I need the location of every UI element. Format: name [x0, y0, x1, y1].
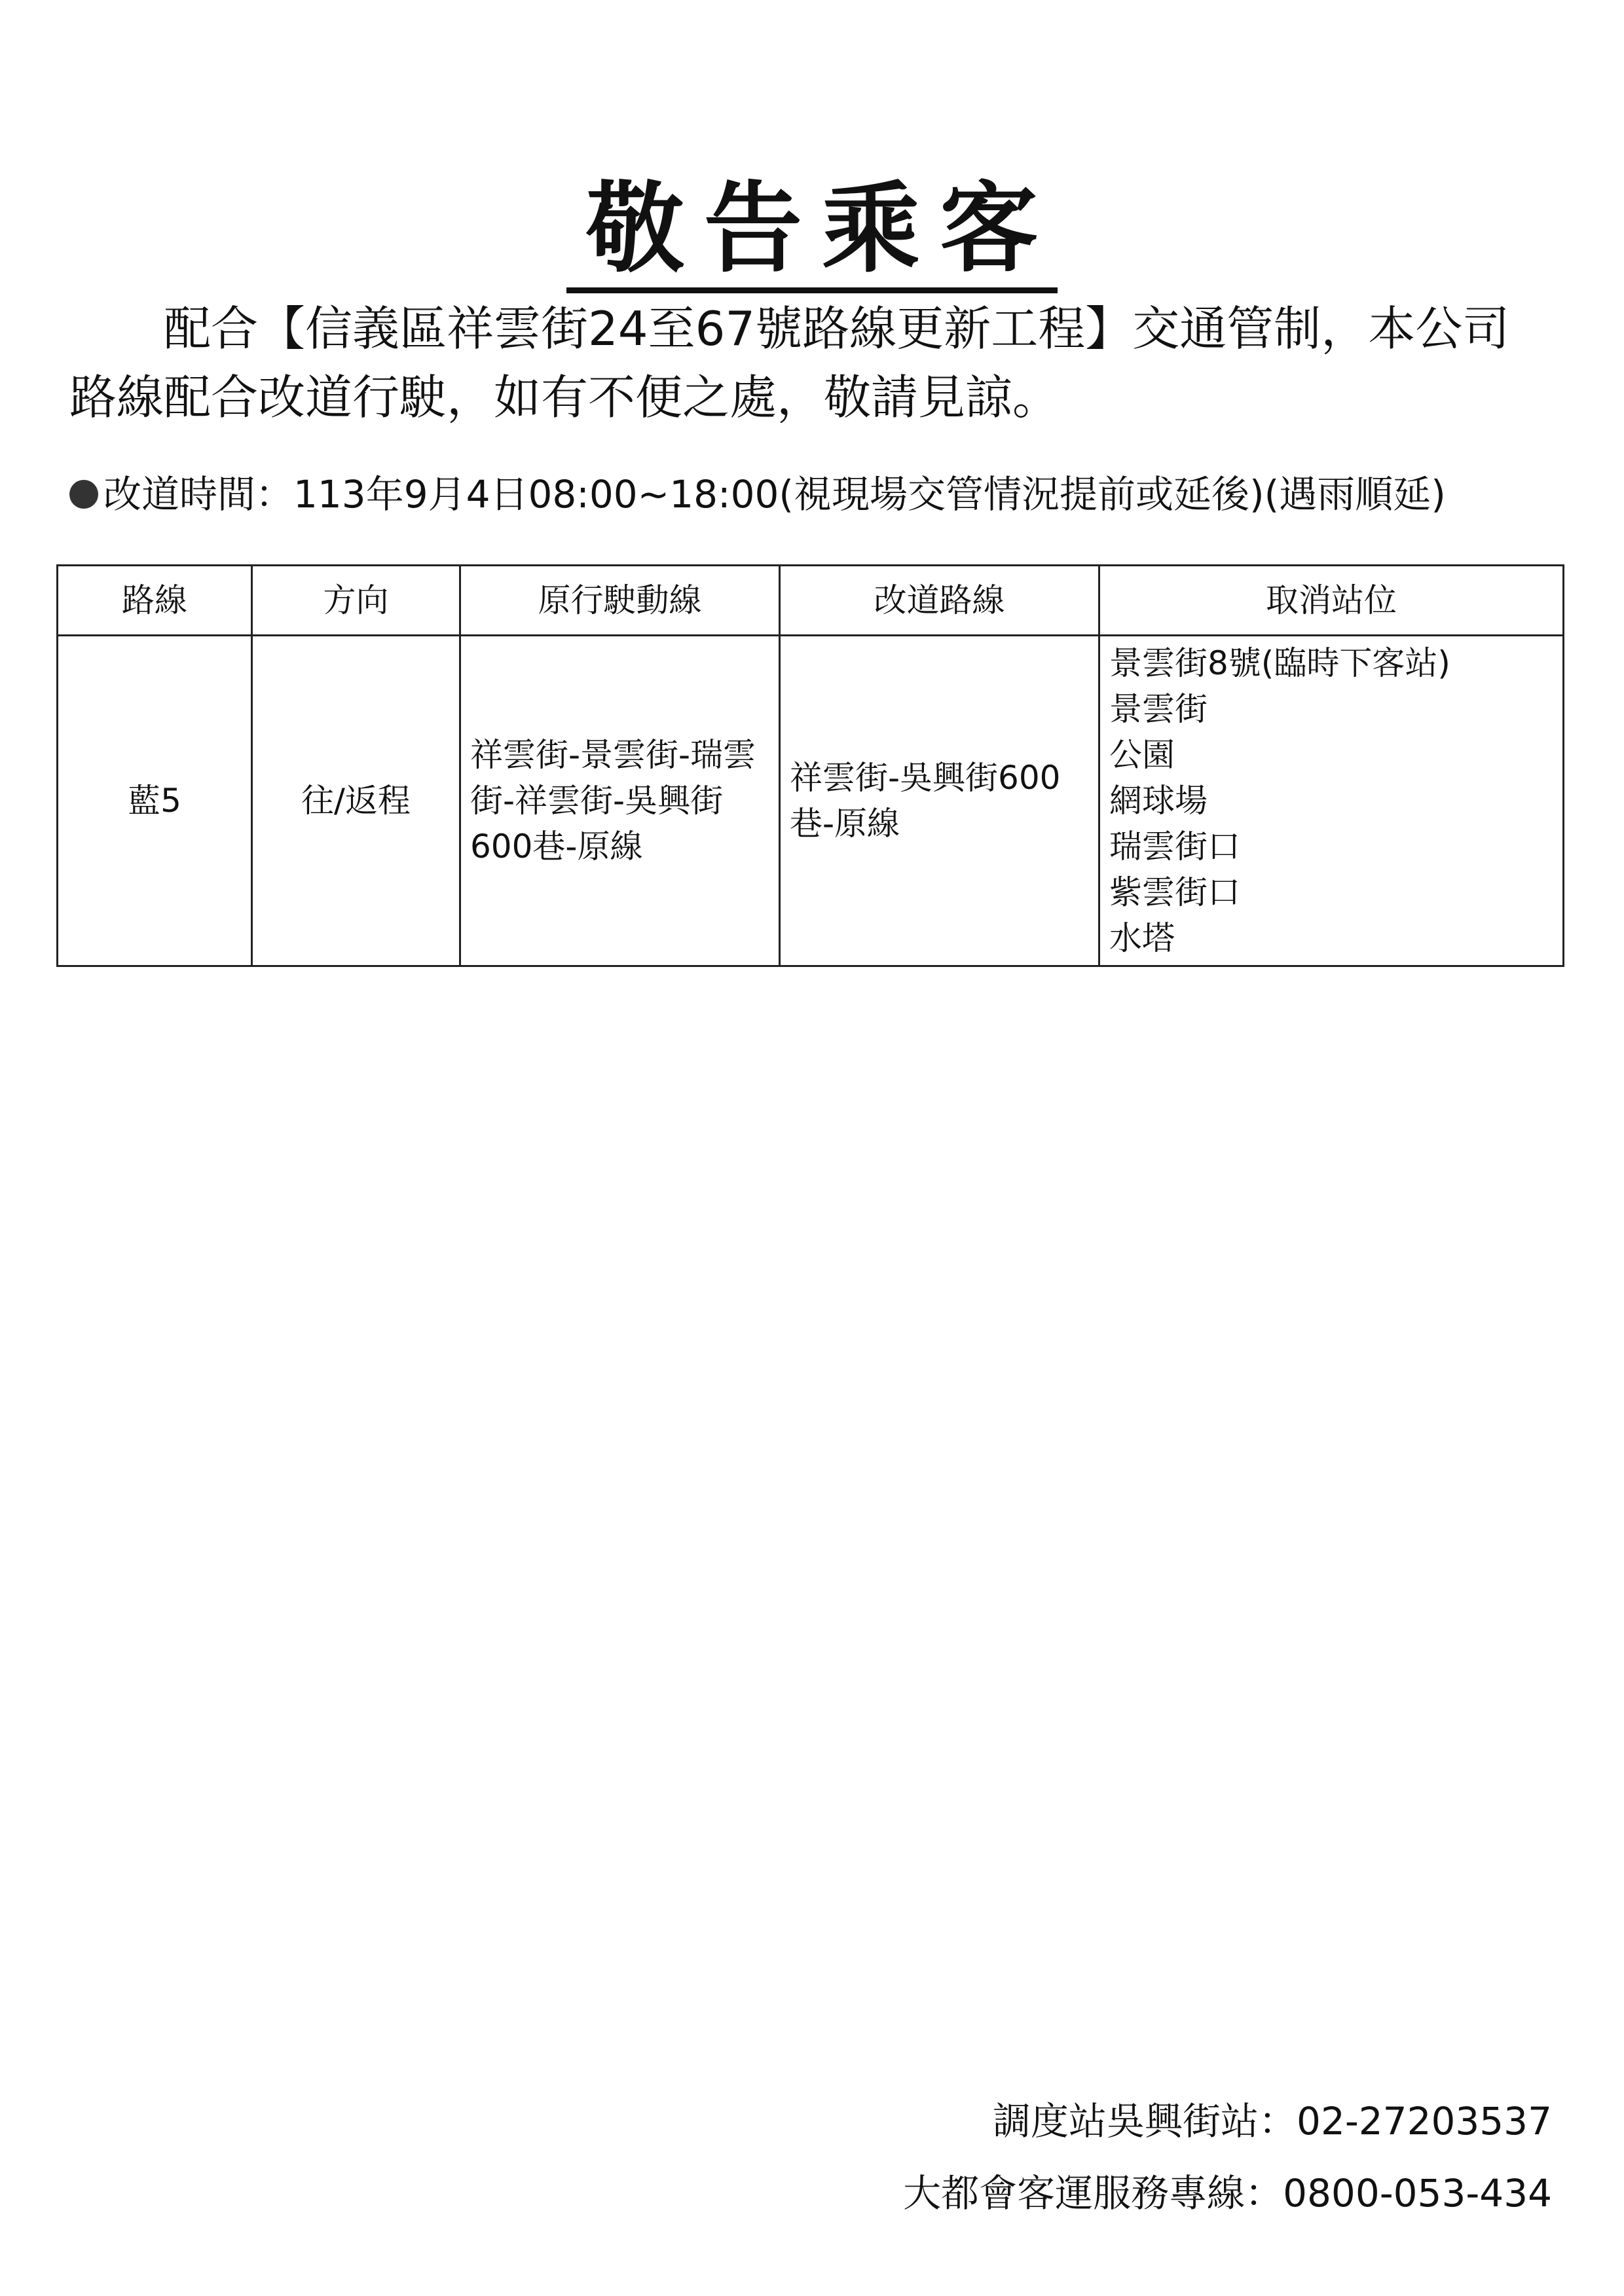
detour-table — [56, 564, 1564, 967]
detour-time-text: 改道時間：113年9月4日08:00~18:00(視現場交管情況提前或延後)(遇雨順延) — [103, 472, 1446, 517]
service-hotline: 大都會客運服務專線：0800-053-434 — [903, 2171, 1552, 2215]
title-text: 敬告乘客 — [566, 173, 1058, 293]
intro-paragraph: 配合【信義區祥雲街24至67號路線更新工程】交通管制，本公司路線配合改道行駛，如有不便之處，敬請見諒。 — [69, 301, 1510, 425]
cell-original-route: 祥雲街-景雲街-瑞雲街-祥雲街-吳興街600巷-原線 — [460, 636, 780, 966]
header-detour-route: 改道路線 — [780, 566, 1099, 636]
cell-direction: 往/返程 — [252, 636, 460, 966]
header-original-route: 原行駛動線 — [460, 566, 780, 636]
cancelled-stop: 網球場 — [1109, 782, 1208, 820]
cell-detour-route: 祥雲街-吳興街600巷-原線 — [780, 636, 1099, 966]
cancelled-stop: 紫雲街口 — [1109, 873, 1240, 911]
header-route: 路線 — [58, 566, 252, 636]
header-direction: 方向 — [252, 566, 460, 636]
cell-cancelled-stops — [1099, 636, 1564, 966]
page-title — [0, 164, 1624, 295]
table-row — [58, 636, 1564, 966]
cancelled-stop: 水塔 — [1109, 919, 1175, 957]
cancelled-stop: 景雲街 — [1109, 690, 1208, 728]
table-header-row — [58, 566, 1564, 636]
bullet-icon — [69, 480, 98, 509]
cancelled-stop: 景雲街8號(臨時下客站) — [1109, 644, 1450, 682]
dispatch-station-contact: 調度站吳興街站：02-27203537 — [993, 2099, 1552, 2143]
header-cancelled-stops: 取消站位 — [1099, 566, 1564, 636]
cancelled-stop: 公園 — [1109, 736, 1175, 774]
cancelled-stop: 瑞雲街口 — [1109, 828, 1240, 866]
detour-time-notice — [69, 465, 1576, 524]
cell-route: 藍5 — [58, 636, 252, 966]
